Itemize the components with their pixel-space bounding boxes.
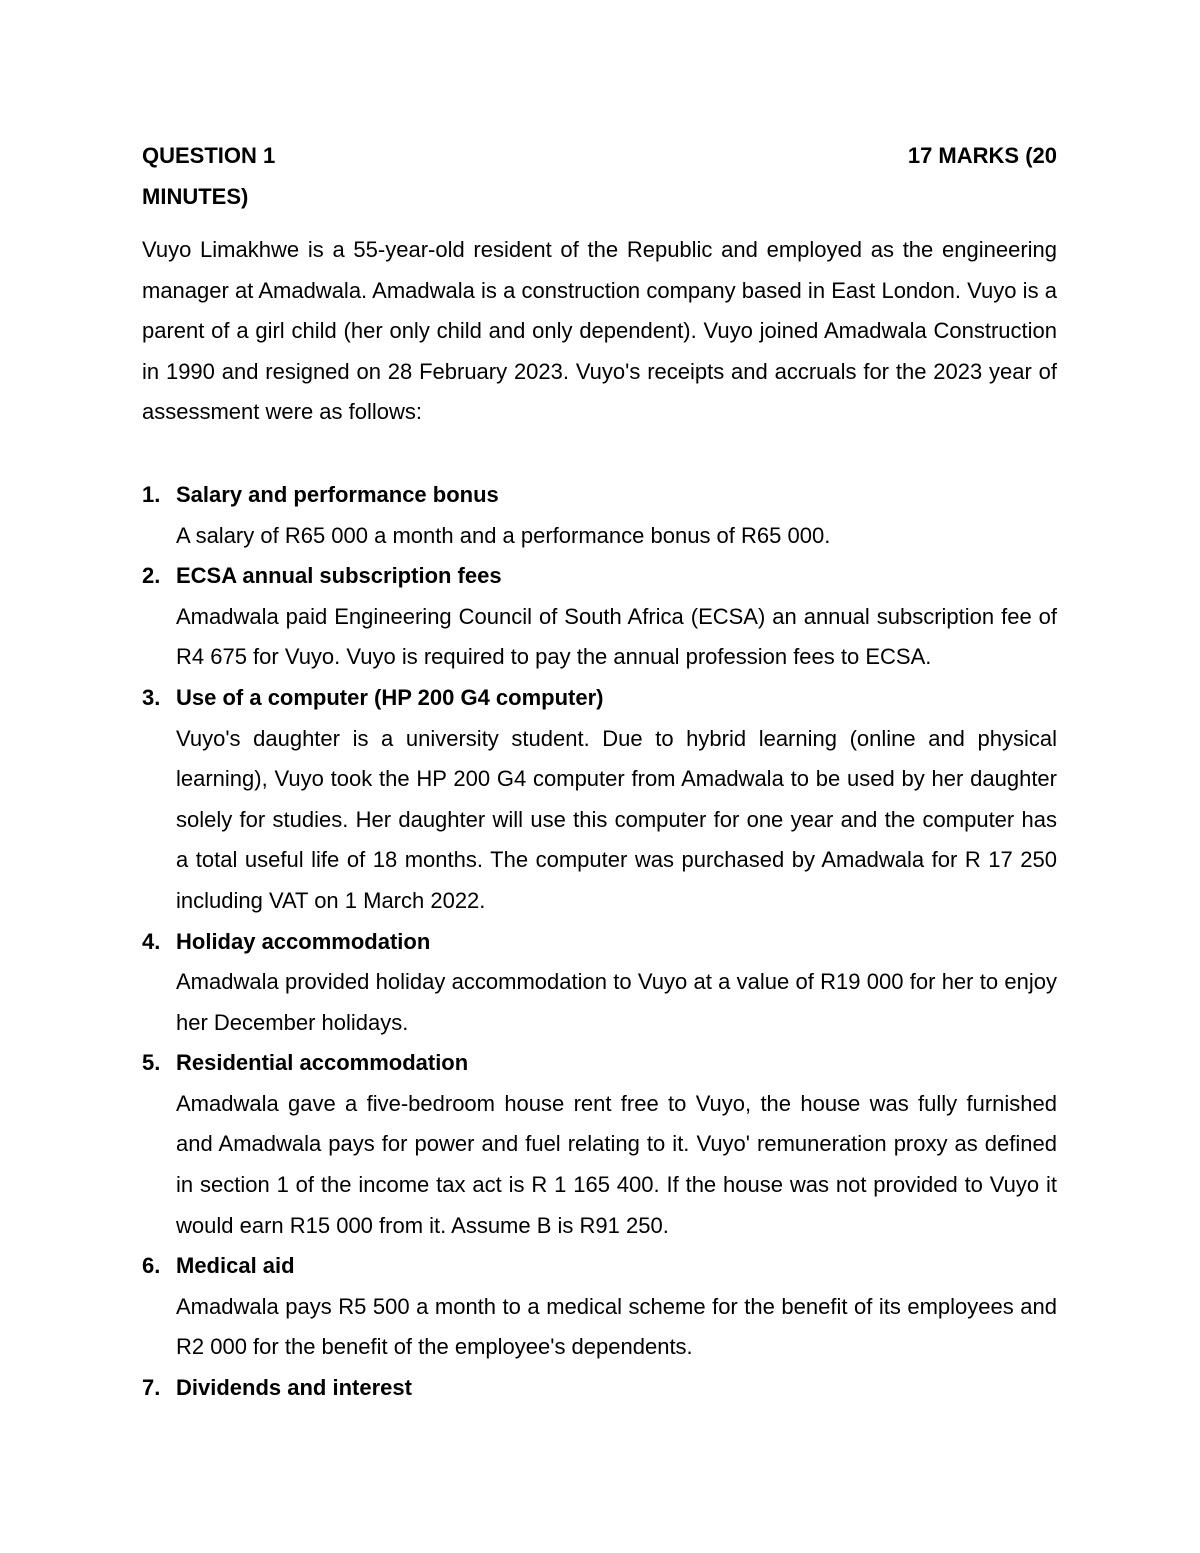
item-body: Amadwala gave a five-bedroom house rent free to Vuyo, the house was fully furnished and Amadwala pays for power and fuel relating to it. Vuyo' remuneration proxy as defined in section 1 of the income tax act is R 1 165 400. If the house was not provided to Vuyo it would earn R15 000 from it. Assume B is R91 250. xyxy=(176,1090,1057,1238)
list-item xyxy=(142,678,1057,922)
item-number: 4. xyxy=(142,928,161,954)
item-body: Amadwala pays R5 500 a month to a medical scheme for the benefit of its employees and R2 000 for the benefit of the employee's dependents. xyxy=(176,1293,1057,1360)
item-number: 3. xyxy=(142,684,161,710)
question-minutes: MINUTES) xyxy=(142,184,249,209)
item-body: Vuyo's daughter is a university student. Due to hybrid learning (online and physical learning), Vuyo took the HP 200 G4 computer from Amadwala to be used by her daughter solely for studies. Her daughter will use this computer for one year and the computer has a total useful life of 18 months. The computer was purchased by Amadwala for R 17 250 including VAT on 1 March 2022. xyxy=(176,725,1057,913)
question-marks: 17 MARKS (20 xyxy=(907,143,1057,168)
receipts-list xyxy=(142,475,1057,1409)
item-number: 7. xyxy=(142,1375,161,1401)
item-title: Salary and performance bonus xyxy=(176,481,499,507)
item-number: 1. xyxy=(142,481,161,507)
item-title: Dividends and interest xyxy=(176,1375,412,1401)
list-item xyxy=(142,1043,1057,1246)
item-title: Holiday accommodation xyxy=(176,928,431,954)
list-item xyxy=(142,1246,1057,1368)
item-body: Amadwala provided holiday accommodation to Vuyo at a value of R19 000 for her to enjoy her December holidays. xyxy=(176,969,1057,1035)
item-number: 5. xyxy=(142,1050,161,1076)
item-title: ECSA annual subscription fees xyxy=(176,563,502,589)
item-number: 6. xyxy=(142,1253,161,1279)
item-body: Amadwala paid Engineering Council of South Africa (ECSA) an annual subscription fee of R4 675 for Vuyo. Vuyo is required to pay the annual profession fees to ECSA. xyxy=(176,603,1057,670)
question-header xyxy=(142,138,1057,179)
list-item xyxy=(142,1368,1057,1409)
item-title: Use of a computer (HP 200 G4 computer) xyxy=(176,684,604,710)
list-item xyxy=(142,556,1057,678)
question-number: QUESTION 1 xyxy=(142,143,276,168)
intro-paragraph: Vuyo Limakhwe is a 55-year-old resident of the Republic and employed as the engineering manager at Amadwala. Amadwala is a construction company based in East London. Vuyo is a parent of a girl child (her only child and only dependent). Vuyo joined Amadwala Construction in 1990 and resigned on 28 February 2023. Vuyo's receipts and accruals for the 2023 year of assessment were as follows: xyxy=(142,237,1057,425)
item-body: A salary of R65 000 a month and a performance bonus of R65 000. xyxy=(176,522,831,548)
list-item xyxy=(142,922,1057,1044)
list-item xyxy=(142,475,1057,556)
item-number: 2. xyxy=(142,563,161,589)
item-title: Residential accommodation xyxy=(176,1050,469,1076)
document-page xyxy=(142,138,1057,1409)
item-title: Medical aid xyxy=(176,1253,295,1279)
